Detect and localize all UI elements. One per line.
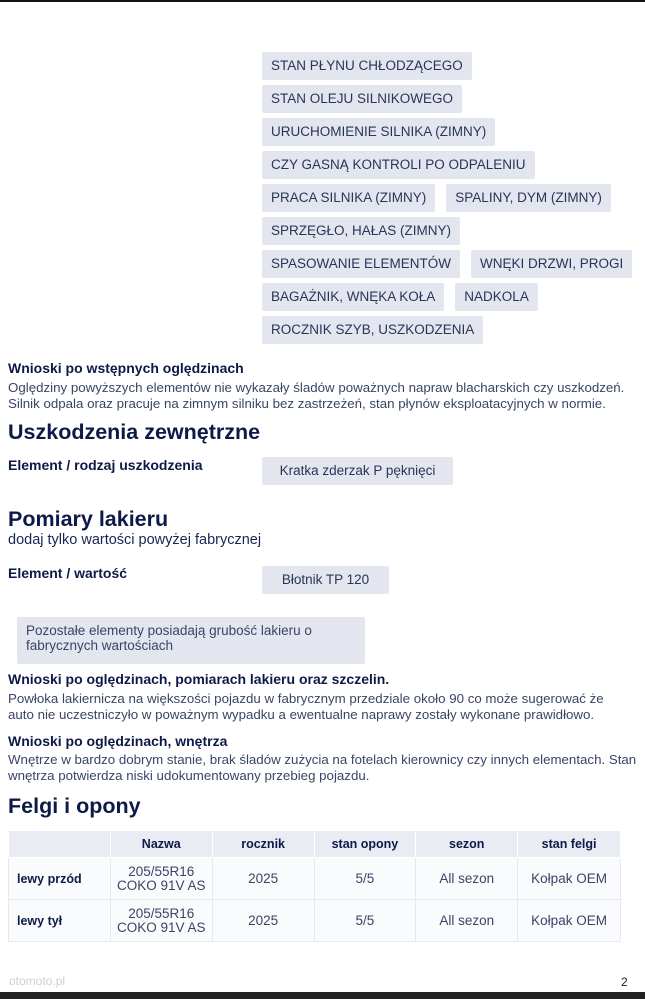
- chip-door-sills: WNĘKI DRZWI, PROGI: [471, 250, 632, 278]
- chip-coolant: STAN PŁYNU CHŁODZĄCEGO: [262, 52, 472, 80]
- paint-value: Błotnik TP 120: [262, 566, 389, 594]
- column-header: [9, 831, 111, 858]
- position-cell: lewy tył: [9, 900, 111, 942]
- tyres-table: [8, 830, 621, 942]
- watermark: otomoto.pl: [9, 974, 66, 988]
- table-header-row: [9, 831, 621, 858]
- chip-trunk: BAGAŻNIK, WNĘKA KOŁA: [262, 283, 444, 311]
- chip-wheel-arches: NADKOLA: [455, 283, 538, 311]
- paint-conclusions-heading: Wnioski po oględzinach, pomiarach lakieru oraz szczelin.: [8, 671, 390, 687]
- paint-conclusions-text: [8, 691, 604, 722]
- table-row: [9, 900, 621, 942]
- chip-row: [262, 118, 622, 146]
- tyre-name-cell: [110, 858, 212, 900]
- tyre-model: COKO 91V AS: [116, 919, 206, 935]
- initial-conclusions-text: [8, 380, 624, 411]
- season-cell: All sezon: [416, 900, 518, 942]
- chip-panel-fit: SPASOWANIE ELEMENTÓW: [262, 250, 460, 278]
- chip-cold-start: URUCHOMIENIE SILNIKA (ZIMNY): [262, 118, 495, 146]
- interior-conclusions-text: [8, 752, 636, 783]
- page-number: 2: [621, 975, 628, 989]
- chip-engine-oil: STAN OLEJU SILNIKOWEGO: [262, 85, 462, 113]
- chip-row: [262, 184, 622, 212]
- interior-conclusions-heading: Wnioski po oględzinach, wnętrza: [8, 733, 228, 749]
- initial-conclusions-heading: Wnioski po wstępnych oględzinach: [8, 360, 244, 376]
- chip-row: [262, 283, 622, 311]
- rim-cell: Kołpak OEM: [518, 858, 621, 900]
- text-line: Silnik odpala oraz pracuje na zimnym silniku bez zastrzeżeń, stan płynów eksploatacyjnych w normie.: [8, 395, 606, 411]
- chip-exhaust: SPALINY, DYM (ZIMNY): [446, 184, 611, 212]
- tyre-size: 205/55R16: [128, 905, 195, 921]
- chip-clutch: SPRZĘGŁO, HAŁAS (ZIMNY): [262, 217, 460, 245]
- position-cell: lewy przód: [9, 858, 111, 900]
- inspection-checklist: [262, 52, 622, 349]
- top-edge-bar: [0, 0, 645, 2]
- season-cell: All sezon: [416, 858, 518, 900]
- column-header: stan felgi: [518, 831, 621, 858]
- paint-section-subtitle: dodaj tylko wartości powyżej fabrycznej: [8, 532, 262, 548]
- text-line: Powłoka lakiernicza na większości pojazdu w fabrycznym przedziale około 90 co może sugerować że: [8, 691, 604, 706]
- paint-section-title: Pomiary lakieru: [8, 507, 169, 531]
- column-header: rocznik: [212, 831, 314, 858]
- chip-row: [262, 85, 622, 113]
- year-cell: 2025: [212, 900, 314, 942]
- year-cell: 2025: [212, 858, 314, 900]
- text-line: Wnętrze w bardzo dobrym stanie, brak śladów zużycia na fotelach kierownicy czy innych elementach. Stan: [8, 752, 637, 767]
- damage-section-title: Uszkodzenia zewnętrzne: [8, 420, 261, 444]
- paint-label: Element / wartość: [8, 565, 128, 581]
- text-line: Oględziny powyższych elementów nie wykazały śladów poważnych napraw blacharskich czy uszkodzeń.: [8, 380, 625, 395]
- chip-row: [262, 151, 622, 179]
- tyre-name-cell: [110, 900, 212, 942]
- tyre-model: COKO 91V AS: [116, 877, 206, 893]
- damage-value: Kratka zderzak P pęknięci: [262, 457, 453, 485]
- damage-label: Element / rodzaj uszkodzenia: [8, 457, 203, 473]
- bottom-edge-bar: [0, 992, 645, 999]
- text-line: auto nie uczestniczyło w poważnym wypadku a ewentualne naprawy zostały wykonane prawidłowo.: [8, 706, 595, 722]
- table-row: [9, 858, 621, 900]
- text-line: fabrycznych wartościach: [26, 638, 174, 653]
- chip-warning-lights: CZY GASNĄ KONTROLI PO ODPALENIU: [262, 151, 535, 179]
- chip-row: [262, 250, 622, 278]
- chip-row: [262, 217, 622, 245]
- tyres-section-title: Felgi i opony: [8, 794, 141, 818]
- text-line: Pozostałe elementy posiadają grubość lakieru o: [26, 623, 312, 638]
- chip-engine-work: PRACA SILNIKA (ZIMNY): [262, 184, 435, 212]
- paint-note: [17, 617, 365, 664]
- rim-cell: Kołpak OEM: [518, 900, 621, 942]
- tyre-size: 205/55R16: [128, 863, 195, 879]
- tyre-condition-cell: 5/5: [314, 900, 416, 942]
- chip-glass: ROCZNIK SZYB, USZKODZENIA: [262, 316, 483, 344]
- text-line: wnętrza potwierdza niski udokumentowany przebieg pojazdu.: [8, 767, 370, 783]
- chip-row: [262, 316, 622, 344]
- column-header: Nazwa: [110, 831, 212, 858]
- tyre-condition-cell: 5/5: [314, 858, 416, 900]
- column-header: stan opony: [314, 831, 416, 858]
- column-header: sezon: [416, 831, 518, 858]
- chip-row: [262, 52, 622, 80]
